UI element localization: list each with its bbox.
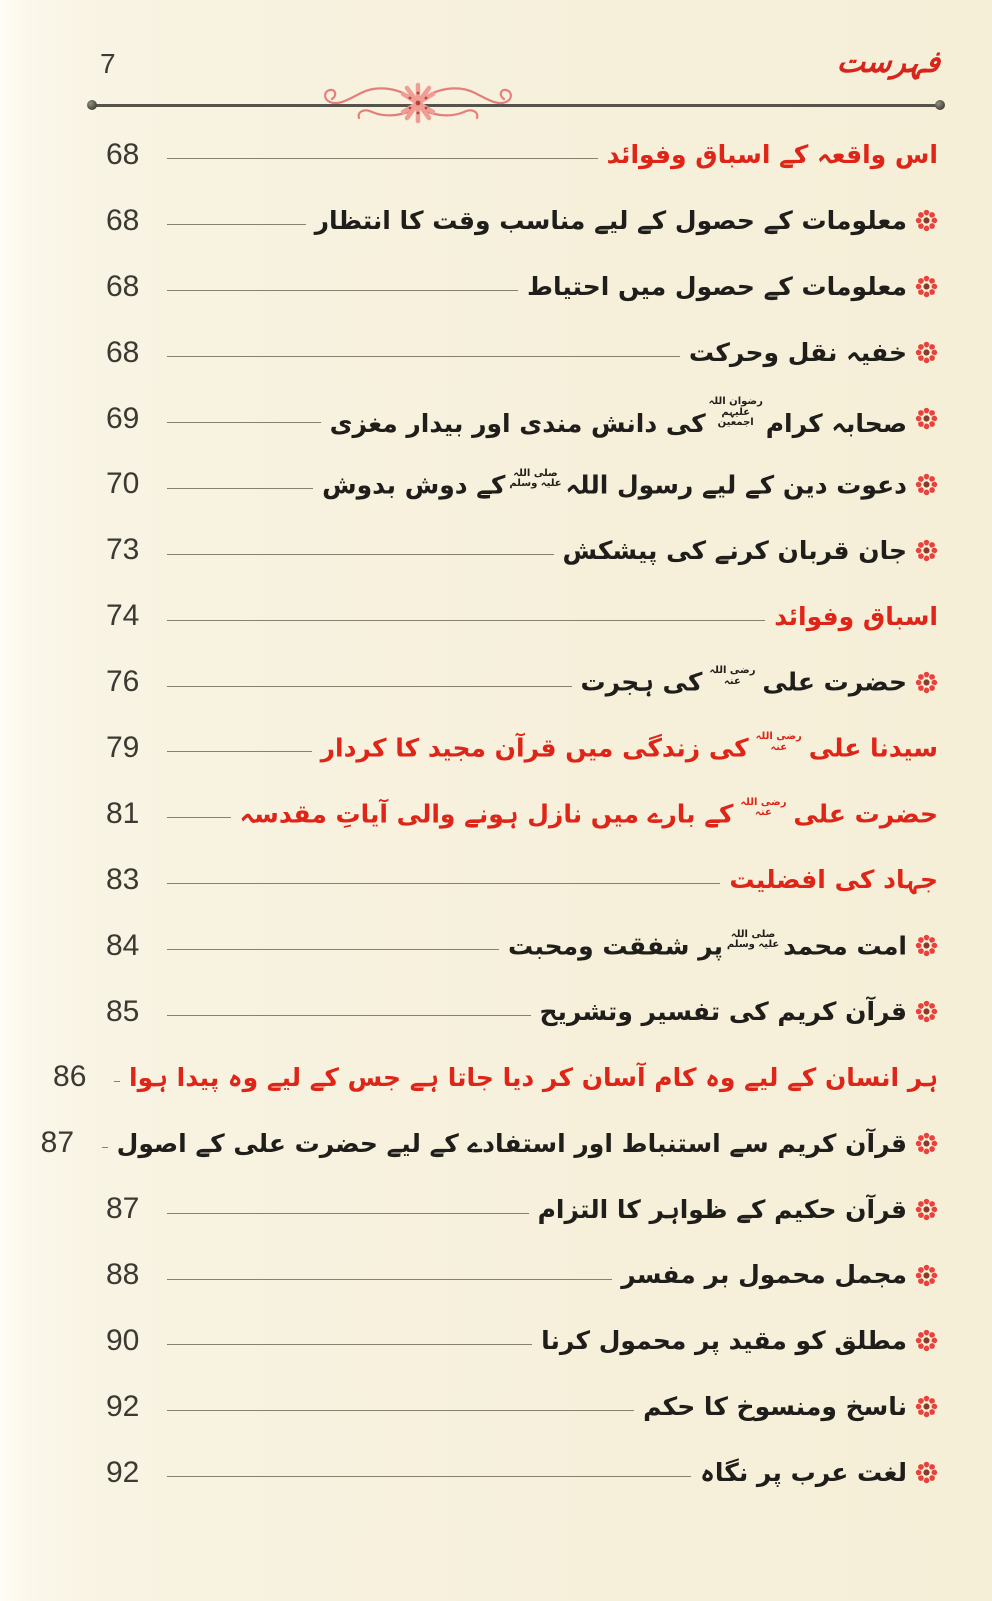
- honorific-inscription: صلی اللہ علیہ وسلم: [509, 467, 562, 490]
- leader-line: [167, 1344, 532, 1345]
- leader-line: [167, 1015, 531, 1016]
- toc-entry: [0, 451, 992, 517]
- toc-entry-page-number: 68: [106, 137, 140, 171]
- honorific-inscription: رضی اللہ عنہ: [740, 796, 787, 819]
- toc-entry-title: صحابہ کرامرضوان اللہ علیہم اجمعینکی دانش مندی اور بیدار مغزی: [329, 396, 907, 439]
- toc-entry-title: مطلق کو مقید پر محمول کرنا: [541, 1326, 907, 1356]
- toc-entry-title: جان قربان کرنے کی پیشکش: [562, 535, 907, 565]
- toc-entry-page-number: 83: [106, 862, 140, 896]
- toc-entry-title: قرآن کریم کی تفسیر وتشریح: [539, 996, 907, 1026]
- flower-bullet-icon: [915, 1000, 938, 1023]
- toc-entry-title: مجمل محمول بر مفسر: [621, 1260, 907, 1290]
- toc-entry-page-number: 92: [106, 1455, 140, 1489]
- toc-entry-title: ناسخ ومنسوخ کا حکم: [643, 1392, 907, 1422]
- toc-entry-title: قرآن حکیم کے ظواہر کا التزام: [537, 1194, 907, 1224]
- leader-line: [167, 1410, 634, 1411]
- flower-bullet-icon: [915, 539, 938, 562]
- toc-entry-page-number: 68: [106, 335, 140, 369]
- rule-end-dot-icon: [935, 100, 945, 110]
- toc-entry-title: اسباق وفوائد: [774, 601, 938, 631]
- toc-entry-title: قرآن کریم سے استنباط اور استفادے کے لیے حضرت علی کے اصول: [116, 1128, 907, 1158]
- toc-list: [0, 122, 992, 1506]
- toc-entry-title: امت محمدصلی اللہ علیہ وسلمپر شفقت ومحبت: [507, 928, 907, 961]
- toc-entry-page-number: 76: [106, 665, 140, 699]
- honorific-inscription: رضی اللہ عنہ: [709, 665, 756, 687]
- toc-entry-page-number: 68: [106, 269, 140, 303]
- flower-bullet-icon: [915, 341, 938, 364]
- flower-bullet-icon: [915, 209, 938, 232]
- toc-entry: [0, 1176, 992, 1242]
- flower-bullet-icon: [915, 1395, 938, 1418]
- toc-entry-page-number: 81: [106, 796, 140, 830]
- leader-line: [167, 620, 765, 621]
- toc-entry-page-number: 88: [106, 1258, 140, 1292]
- leader-line: [167, 488, 313, 489]
- toc-entry: [0, 1440, 992, 1506]
- flower-bullet-icon: [915, 671, 938, 694]
- toc-entry-title: معلومات کے حصول کے لیے مناسب وقت کا انتظار: [314, 206, 907, 236]
- flower-bullet-icon: [915, 1132, 938, 1155]
- honorific-inscription: صلی اللہ علیہ وسلم: [726, 928, 780, 951]
- toc-entry: [0, 847, 992, 913]
- toc-entry-title: اس واقعہ کے اسباق وفوائد: [606, 140, 938, 170]
- toc-entry: [0, 649, 992, 715]
- toc-entry-page-number: 87: [106, 1192, 140, 1226]
- toc-entry: [0, 254, 992, 320]
- toc-entry: [0, 320, 992, 386]
- leader-line: [167, 817, 231, 818]
- page-number: 7: [100, 48, 116, 79]
- toc-entry-page-number: 68: [106, 203, 140, 237]
- toc-entry-page-number: 79: [106, 730, 140, 764]
- flower-bullet-icon: [915, 1264, 938, 1287]
- leader-line: [167, 422, 321, 423]
- toc-entry: [0, 1308, 992, 1374]
- rule-end-dot-icon: [87, 100, 97, 110]
- leader-line: [167, 686, 572, 687]
- toc-entry: [0, 188, 992, 254]
- leader-line: [167, 883, 720, 884]
- toc-entry-page-number: 86: [53, 1060, 87, 1094]
- toc-entry-title: خفیہ نقل وحرکت: [688, 337, 907, 367]
- toc-entry: [0, 1374, 992, 1440]
- toc-entry: [0, 1110, 992, 1176]
- leader-line: [167, 356, 680, 357]
- leader-line: [114, 1081, 120, 1082]
- toc-entry-page-number: 73: [106, 533, 140, 567]
- toc-entry-title: جہاد کی افضلیت: [729, 865, 938, 895]
- honorific-inscription: رضوان اللہ علیہم اجمعین: [708, 396, 763, 429]
- leader-line: [167, 158, 598, 159]
- toc-entry: [0, 781, 992, 847]
- toc-entry-title: حضرت علیرضی اللہ عنہکی ہجرت: [580, 665, 907, 697]
- toc-entry: [0, 1242, 992, 1308]
- toc-entry-page-number: 70: [106, 467, 140, 501]
- toc-entry-title: دعوت دین کے لیے رسول اللہصلی اللہ علیہ وسلمکے دوش بدوش: [322, 467, 907, 500]
- leader-line: [102, 1147, 108, 1148]
- toc-entry: [0, 715, 992, 781]
- leader-line: [167, 1279, 612, 1280]
- toc-entry: [0, 913, 992, 979]
- leader-line: [167, 751, 312, 752]
- page-header: [0, 45, 992, 80]
- toc-entry-title: ہر انسان کے لیے وہ کام آسان کر دیا جاتا ہے جس کے لیے وہ پیدا ہوا: [129, 1062, 938, 1092]
- flower-bullet-icon: [915, 275, 938, 298]
- flower-bullet-icon: [915, 1329, 938, 1352]
- flower-bullet-icon: [915, 934, 938, 957]
- leader-line: [167, 224, 306, 225]
- toc-title: فہرست: [835, 45, 942, 80]
- leader-line: [167, 949, 499, 950]
- leader-line: [167, 1213, 529, 1214]
- flower-bullet-icon: [915, 473, 938, 496]
- toc-entry: [0, 1044, 992, 1110]
- toc-entry-page-number: 92: [106, 1389, 140, 1423]
- toc-entry-page-number: 74: [106, 599, 140, 633]
- toc-entry: [0, 979, 992, 1045]
- toc-entry-page-number: 87: [40, 1126, 75, 1160]
- toc-entry: [0, 517, 992, 583]
- toc-entry-title: حضرت علیرضی اللہ عنہکے بارے میں نازل ہونے والی آیاتِ مقدسہ: [239, 796, 938, 829]
- leader-line: [167, 1476, 691, 1477]
- leader-line: [167, 290, 518, 291]
- toc-entry: [0, 386, 992, 452]
- flower-bullet-icon: [915, 1461, 938, 1484]
- toc-entry-title: لغت عرب پر نگاہ: [700, 1458, 907, 1488]
- header-rule: [91, 104, 941, 107]
- toc-entry-page-number: 84: [106, 928, 140, 962]
- toc-entry-page-number: 69: [106, 401, 140, 435]
- honorific-inscription: رضی اللہ عنہ: [755, 731, 802, 753]
- leader-line: [167, 554, 554, 555]
- toc-entry-page-number: 85: [106, 994, 140, 1028]
- toc-entry-title: معلومات کے حصول میں احتیاط: [526, 272, 907, 302]
- toc-entry: [0, 122, 992, 188]
- toc-entry-title: سیدنا علیرضی اللہ عنہکی زندگی میں قرآن مجید کا کردار: [320, 731, 938, 763]
- flower-bullet-icon: [915, 1198, 938, 1221]
- toc-entry: [0, 583, 992, 649]
- toc-entry-page-number: 90: [106, 1323, 140, 1357]
- flower-bullet-icon: [915, 407, 938, 430]
